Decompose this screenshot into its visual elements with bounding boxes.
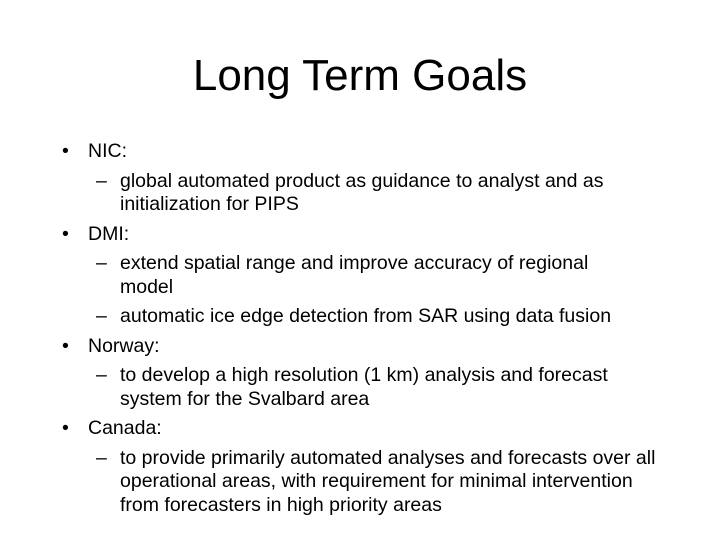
dash-icon: –	[96, 252, 107, 274]
bullet-label: DMI:	[88, 222, 130, 245]
bullet-label: NIC:	[88, 140, 127, 162]
sub-bullet-text: automatic ice edge detection from SAR using data fusion	[120, 305, 612, 327]
bullet-list	[58, 140, 668, 523]
sub-bullet-item	[58, 447, 660, 518]
dash-icon: –	[96, 169, 107, 192]
sub-bullet-text: to provide primarily automated analyses and forecasts over all operational areas, with requirement for minimal intervention from forecasters in high priority areas	[120, 446, 656, 516]
dash-icon: –	[96, 446, 107, 469]
sub-bullet-item	[58, 364, 640, 411]
bullet-icon: •	[62, 140, 69, 162]
bullet-item-canada	[58, 417, 668, 441]
sub-bullet-text: global automated product as guidance to analyst and as initialization for PIPS	[120, 169, 604, 215]
bullet-icon: •	[62, 222, 69, 245]
bullet-label: Norway:	[88, 334, 160, 357]
sub-bullet-text: extend spatial range and improve accuracy of regional model	[120, 252, 589, 298]
bullet-item-dmi	[58, 223, 668, 247]
sub-bullet-item	[58, 305, 680, 329]
sub-bullet-item	[58, 170, 640, 217]
slide-title: Long Term Goals	[192, 51, 528, 100]
sub-bullet-item	[58, 252, 620, 299]
dash-icon: –	[96, 305, 107, 327]
bullet-item-norway	[58, 335, 668, 359]
bullet-item-nic	[58, 140, 668, 164]
bullet-icon: •	[62, 334, 69, 357]
dash-icon: –	[96, 364, 107, 386]
bullet-label: Canada:	[88, 417, 162, 439]
sub-bullet-text: to develop a high resolution (1 km) analysis and forecast system for the Svalbard area	[120, 364, 608, 410]
bullet-icon: •	[62, 417, 69, 439]
